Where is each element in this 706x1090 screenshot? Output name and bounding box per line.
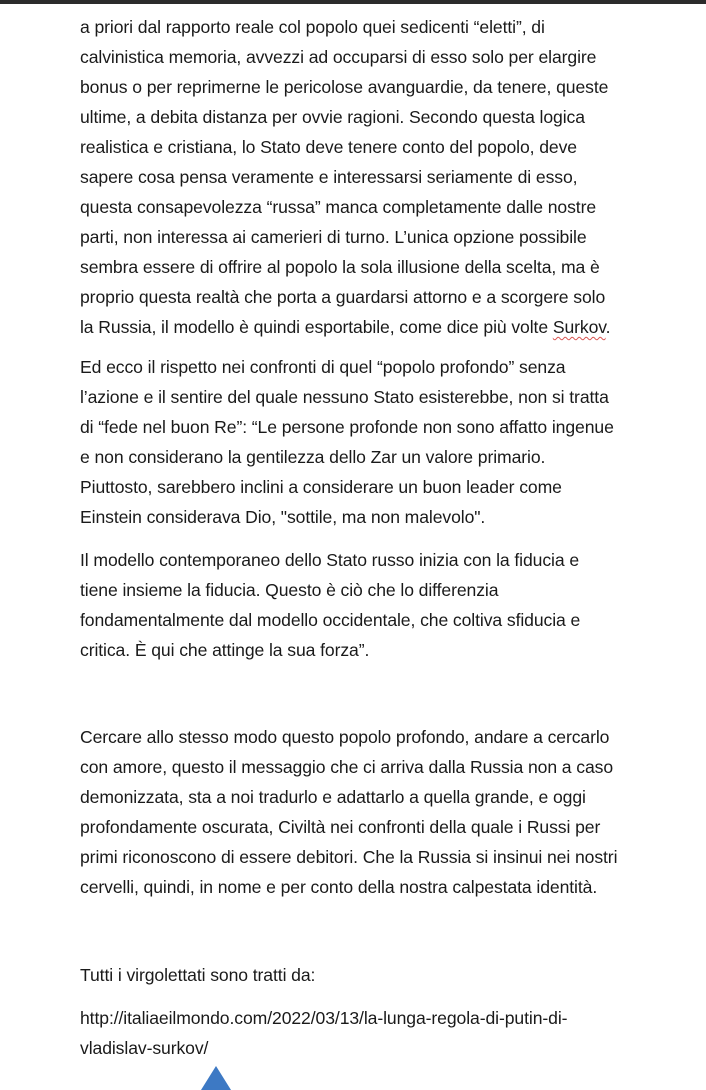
- text-line: tiene insieme la fiducia. Questo è ciò che lo differenzia: [80, 580, 499, 600]
- text-line: critica. È qui che attinge la sua forza”.: [80, 640, 370, 660]
- text-line: Ed ecco il rispetto nei confronti di quel “popolo profondo” senza: [80, 357, 566, 377]
- text-segment: la Russia, il modello è quindi esportabile, come dice più volte: [80, 317, 553, 337]
- link-text-line[interactable]: vladislav-surkov/: [80, 1038, 209, 1058]
- text-cursor-handle[interactable]: [201, 1066, 231, 1090]
- text-line: Piuttosto, sarebbero inclini a considerare un buon leader come: [80, 477, 562, 497]
- text-line: cervelli, quindi, in nome e per conto della nostra calpestata identità.: [80, 877, 598, 897]
- text-line: realistica e cristiana, lo Stato deve tenere conto del popolo, deve: [80, 137, 577, 157]
- spellcheck-flagged-word[interactable]: Surkov: [552, 317, 606, 337]
- text-line: Cercare allo stesso modo questo popolo profondo, andare a cercarlo: [80, 727, 610, 747]
- text-line: a priori dal rapporto reale col popolo quei sedicenti “eletti”, di: [80, 17, 545, 37]
- text-line: Tutti i virgolettati sono tratti da:: [80, 965, 316, 985]
- text-line: [80, 316, 610, 338]
- text-line: ultime, a debita distanza per ovvie ragioni. Secondo questa logica: [80, 107, 585, 127]
- text-line: demonizzata, sta a noi tradurlo e adattarlo a quella grande, e oggi: [80, 787, 586, 807]
- text-line: proprio questa realtà che porta a guardarsi attorno e a scorgere solo: [80, 287, 606, 307]
- text-line: calvinistica memoria, avvezzi ad occuparsi di esso solo per elargire: [80, 47, 597, 67]
- text-line: e non considerano la gentilezza dello Zar un valore primario.: [80, 447, 546, 467]
- text-line: Einstein considerava Dio, "sottile, ma non malevolo".: [80, 507, 486, 527]
- text-line: profondamente oscurata, Civiltà nei confronti della quale i Russi per: [80, 817, 601, 837]
- text-line: Il modello contemporaneo dello Stato russo inizia con la fiducia e: [80, 550, 580, 570]
- text-line: primi riconoscono di essere debitori. Che la Russia si insinui nei nostri: [80, 847, 618, 867]
- text-line: questa consapevolezza “russa” manca completamente dalle nostre: [80, 197, 597, 217]
- text-line: bonus o per reprimerne le pericolose avanguardie, da tenere, queste: [80, 77, 609, 97]
- text-line: sapere cosa pensa veramente e interessarsi seriamente di esso,: [80, 167, 578, 187]
- text-line: sembra essere di offrire al popolo la sola illusione della scelta, ma è: [80, 257, 600, 277]
- text-line: con amore, questo il messaggio che ci arriva dalla Russia non a caso: [80, 757, 614, 777]
- text-line: fondamentalmente dal modello occidentale, che coltiva sfiducia e: [80, 610, 581, 630]
- text-line: di “fede nel buon Re”: “Le persone profonde non sono affatto ingenue: [80, 417, 614, 437]
- text-line: l’azione e il sentire del quale nessuno Stato esisterebbe, non si tratta: [80, 387, 609, 407]
- text-segment: .: [605, 317, 611, 337]
- top-edge-bar: [0, 0, 706, 4]
- link-text-line[interactable]: http://italiaeilmondo.com/2022/03/13/la-lunga-regola-di-putin-di-: [80, 1008, 568, 1028]
- text-line: parti, non interessa ai camerieri di turno. L’unica opzione possibile: [80, 227, 587, 247]
